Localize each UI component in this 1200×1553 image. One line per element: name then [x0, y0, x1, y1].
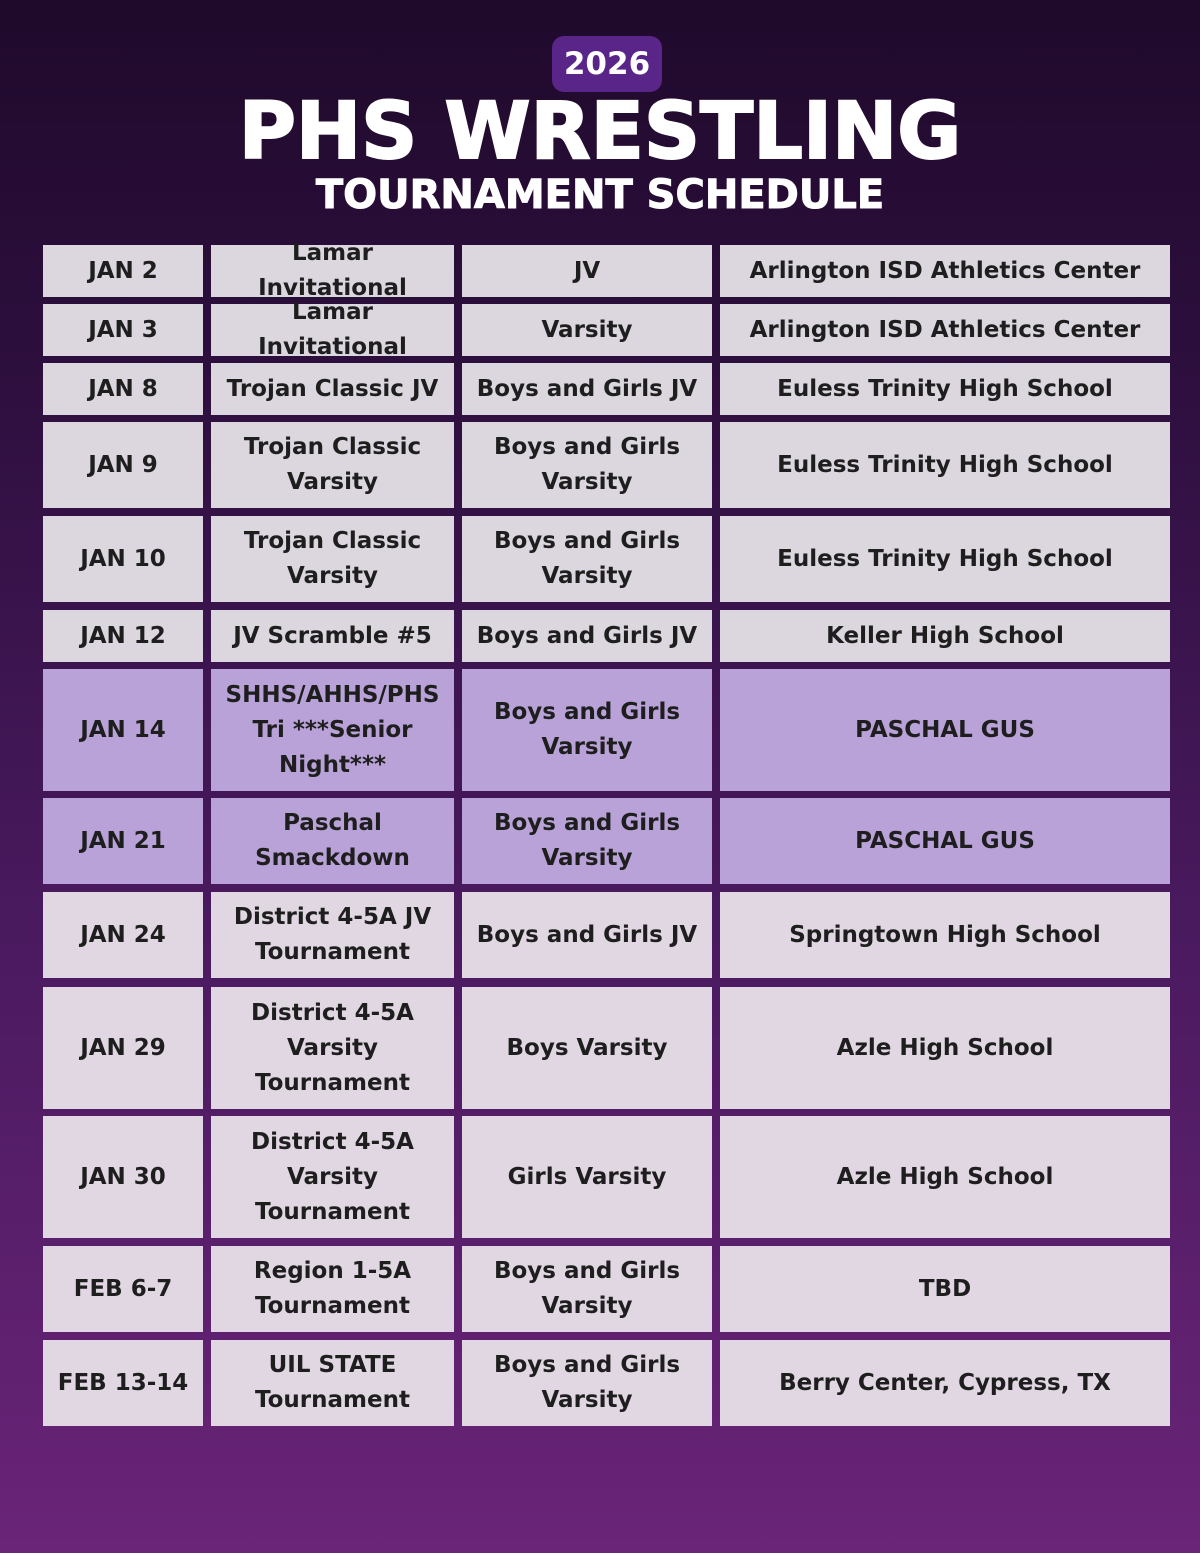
- level-cell: Varsity: [462, 304, 712, 356]
- event-cell: Trojan Classic Varsity: [211, 422, 454, 508]
- level-cell: Girls Varsity: [462, 1116, 712, 1238]
- date-cell: JAN 3: [43, 304, 203, 356]
- header: [0, 0, 1200, 240]
- table-row: [43, 610, 1170, 662]
- page-title: PHS WRESTLING: [238, 87, 962, 177]
- table-row: [43, 1246, 1170, 1332]
- table-row: [43, 1116, 1170, 1238]
- level-cell: Boys and Girls JV: [462, 610, 712, 662]
- event-cell: District 4-5A Varsity Tournament: [211, 987, 454, 1109]
- date-cell: JAN 24: [43, 892, 203, 978]
- level-cell: Boys and Girls Varsity: [462, 516, 712, 602]
- location-cell: PASCHAL GUS: [720, 669, 1170, 791]
- location-cell: Euless Trinity High School: [720, 422, 1170, 508]
- event-cell: SHHS/AHHS/PHS Tri ***Senior Night***: [211, 669, 454, 791]
- level-cell: Boys Varsity: [462, 987, 712, 1109]
- event-cell: Lamar Invitational: [211, 304, 454, 356]
- location-cell: Euless Trinity High School: [720, 363, 1170, 415]
- table-row: [43, 516, 1170, 602]
- location-cell: Arlington ISD Athletics Center: [720, 304, 1170, 356]
- location-cell: Arlington ISD Athletics Center: [720, 245, 1170, 297]
- location-cell: Springtown High School: [720, 892, 1170, 978]
- level-cell: Boys and Girls Varsity: [462, 798, 712, 884]
- location-cell: PASCHAL GUS: [720, 798, 1170, 884]
- date-cell: JAN 30: [43, 1116, 203, 1238]
- table-row: [43, 422, 1170, 508]
- page-subtitle: TOURNAMENT SCHEDULE: [315, 172, 885, 218]
- location-cell: Azle High School: [720, 1116, 1170, 1238]
- level-cell: Boys and Girls JV: [462, 363, 712, 415]
- table-row: [43, 1340, 1170, 1426]
- date-cell: JAN 9: [43, 422, 203, 508]
- date-cell: JAN 21: [43, 798, 203, 884]
- year-badge: 2026: [552, 36, 662, 92]
- level-cell: Boys and Girls Varsity: [462, 1340, 712, 1426]
- location-cell: Azle High School: [720, 987, 1170, 1109]
- date-cell: JAN 10: [43, 516, 203, 602]
- table-row: [43, 987, 1170, 1109]
- table-row: [43, 299, 1170, 360]
- event-cell: Lamar Invitational: [211, 245, 454, 297]
- date-cell: JAN 12: [43, 610, 203, 662]
- event-cell: UIL STATE Tournament: [211, 1340, 454, 1426]
- event-cell: Paschal Smackdown: [211, 798, 454, 884]
- date-cell: FEB 13-14: [43, 1340, 203, 1426]
- table-row: [43, 669, 1170, 791]
- event-cell: District 4-5A Varsity Tournament: [211, 1116, 454, 1238]
- level-cell: Boys and Girls Varsity: [462, 669, 712, 791]
- event-cell: Region 1-5A Tournament: [211, 1246, 454, 1332]
- table-row: [43, 892, 1170, 978]
- event-cell: Trojan Classic JV: [211, 363, 454, 415]
- event-cell: District 4-5A JV Tournament: [211, 892, 454, 978]
- location-cell: Berry Center, Cypress, TX: [720, 1340, 1170, 1426]
- location-cell: Keller High School: [720, 610, 1170, 662]
- location-cell: Euless Trinity High School: [720, 516, 1170, 602]
- date-cell: JAN 8: [43, 363, 203, 415]
- date-cell: JAN 2: [43, 245, 203, 297]
- level-cell: Boys and Girls Varsity: [462, 1246, 712, 1332]
- table-row: [43, 240, 1170, 301]
- level-cell: Boys and Girls JV: [462, 892, 712, 978]
- date-cell: JAN 29: [43, 987, 203, 1109]
- event-cell: Trojan Classic Varsity: [211, 516, 454, 602]
- date-cell: JAN 14: [43, 669, 203, 791]
- table-row: [43, 363, 1170, 415]
- date-cell: FEB 6-7: [43, 1246, 203, 1332]
- level-cell: Boys and Girls Varsity: [462, 422, 712, 508]
- level-cell: JV: [462, 245, 712, 297]
- event-cell: JV Scramble #5: [211, 610, 454, 662]
- location-cell: TBD: [720, 1246, 1170, 1332]
- table-row: [43, 798, 1170, 884]
